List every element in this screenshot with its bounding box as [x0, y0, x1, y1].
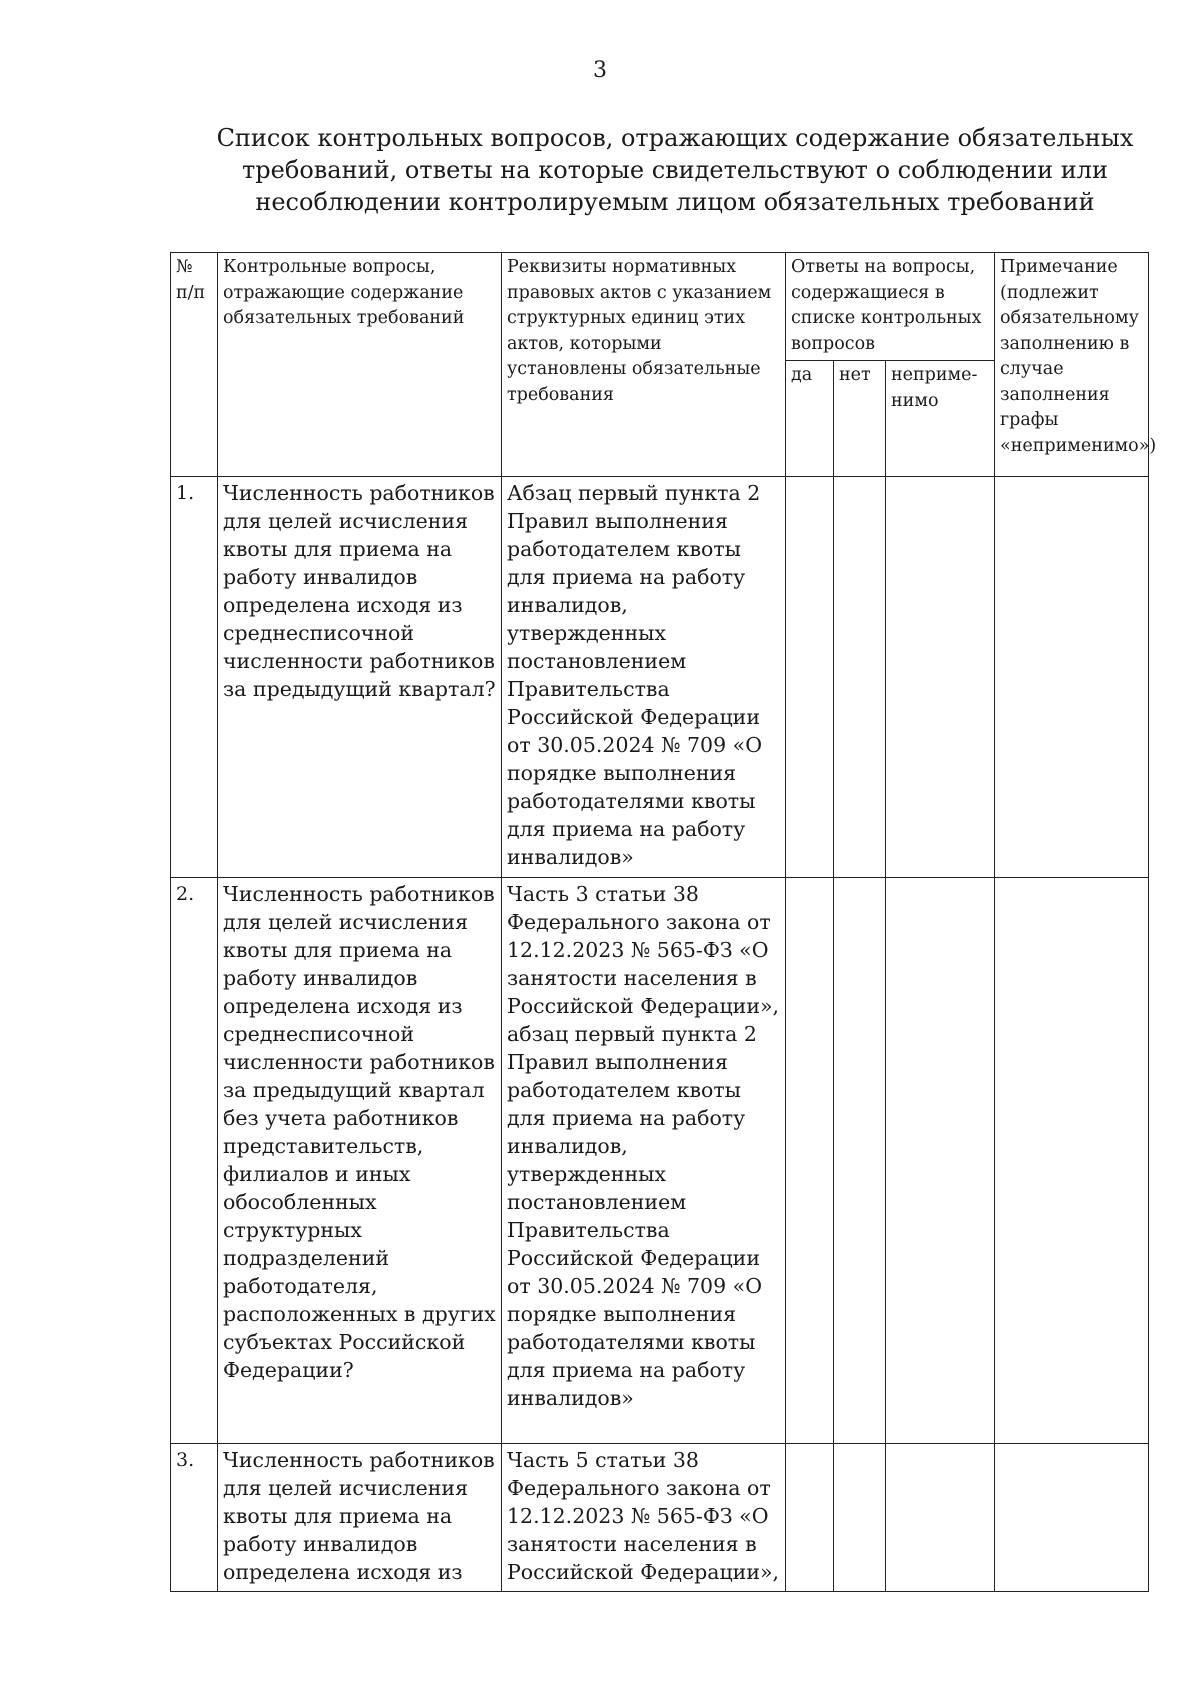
note-cell[interactable]	[995, 477, 1149, 878]
answer-yes-cell[interactable]	[786, 878, 834, 1444]
act-cell: Часть 5 статьи 38 Федерального закона от 12.12.2023 № 565-ФЗ «О занятости населения в Российской Федерации»,	[502, 1444, 786, 1592]
title-line-3: несоблюдении контролируемым лицом обязательных требований	[255, 188, 1095, 216]
document-title	[210, 122, 1140, 218]
answer-no-cell[interactable]	[834, 477, 886, 878]
note-cell[interactable]	[995, 878, 1149, 1444]
page-number: 3	[593, 58, 607, 83]
table-row	[171, 477, 1149, 878]
answer-no-cell[interactable]	[834, 1444, 886, 1592]
header-note: Примечание (подлежит обязательному заполнению в случае заполнения графы «неприменимо»)	[995, 253, 1149, 477]
act-cell: Абзац первый пункта 2 Правил выполнения работодателем квоты для приема на работу инвалидов, утвержденных постановлением Правительства Российской Федерации от 30.05.2024 № 709 «О порядке выполнения работодателями квоты для приема на работу инвалидов»	[502, 477, 786, 878]
header-answers: Ответы на вопросы, содержащиеся в списке контрольных вопросов	[786, 253, 995, 361]
header-questions: Контрольные вопросы, отражающие содержание обязательных требований	[218, 253, 502, 477]
checklist-table	[170, 252, 1157, 1592]
question-cell: Численность работников для целей исчисления квоты для приема на работу инвалидов определена исходя из среднесписочной численности работников за предыдущий квартал?	[218, 477, 502, 878]
title-line-2: требований, ответы на которые свидетельствуют о соблюдении или	[242, 156, 1108, 184]
header-row	[171, 253, 1149, 361]
row-number: 3.	[171, 1444, 218, 1592]
header-no: нет	[834, 361, 886, 477]
answer-yes-cell[interactable]	[786, 477, 834, 878]
header-num: № п/п	[171, 253, 218, 477]
answer-na-cell[interactable]	[886, 1444, 995, 1592]
row-number: 1.	[171, 477, 218, 878]
header-yes: да	[786, 361, 834, 477]
question-cell: Численность работников для целей исчисления квоты для приема на работу инвалидов определена исходя из среднесписочной численности работников за предыдущий квартал без учета работников представительств, филиалов и иных обособленных структурных подразделений работодателя, расположенных в других субъектах Российской Федерации?	[218, 878, 502, 1444]
answer-na-cell[interactable]	[886, 477, 995, 878]
act-cell: Часть 3 статьи 38 Федерального закона от 12.12.2023 № 565-ФЗ «О занятости населения в Российской Федерации», абзац первый пункта 2 Правил выполнения работодателем квоты для приема на работу инвалидов, утвержденных постановлением Правительства Российской Федерации от 30.05.2024 № 709 «О порядке выполнения работодателями квоты для приема на работу инвалидов»	[502, 878, 786, 1444]
table-row	[171, 878, 1149, 1444]
note-cell[interactable]	[995, 1444, 1149, 1592]
answer-yes-cell[interactable]	[786, 1444, 834, 1592]
question-cell: Численность работников для целей исчисления квоты для приема на работу инвалидов определена исходя из	[218, 1444, 502, 1592]
answer-na-cell[interactable]	[886, 878, 995, 1444]
table-row	[171, 1444, 1149, 1592]
answer-no-cell[interactable]	[834, 878, 886, 1444]
header-acts: Реквизиты нормативных правовых актов с указанием структурных единиц этих актов, которыми установлены обязательные требования	[502, 253, 786, 477]
row-number: 2.	[171, 878, 218, 1444]
title-line-1: Список контрольных вопросов, отражающих содержание обязательных	[216, 124, 1134, 152]
header-na: неприме-нимо	[886, 361, 995, 477]
